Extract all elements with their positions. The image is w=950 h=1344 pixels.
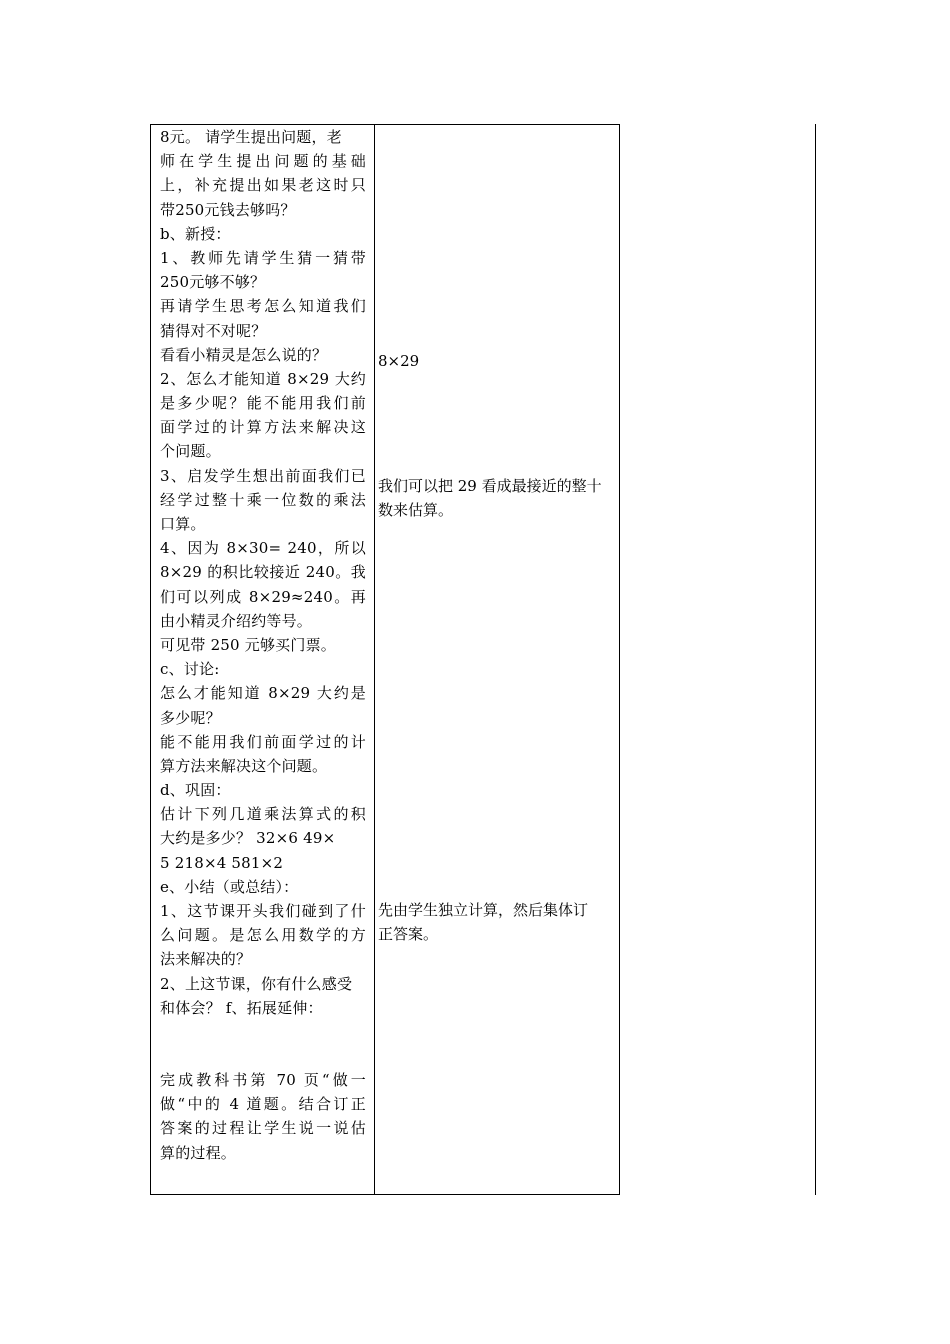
text-line: 再请学生思考怎么知道我们 xyxy=(160,297,366,316)
text-line: 1、这节课开头我们碰到了什 xyxy=(160,902,366,920)
note-estimation-method xyxy=(378,474,618,522)
text-line: 4、因为 8×30= 240，所以 xyxy=(160,539,366,558)
text-line: 口算。 xyxy=(160,515,206,533)
text-line: 3、启发学生想出前面我们已 xyxy=(160,466,366,485)
page-margin-line xyxy=(815,124,816,1195)
text-line: 由小精灵介绍约等号。 xyxy=(160,611,313,630)
text-line: 完成教科书第 70 页“做一 xyxy=(160,1070,366,1089)
section-heading-new-lesson: b、新授： xyxy=(160,224,231,243)
note-expression xyxy=(378,349,618,373)
note-line: 先由学生独立计算，然后集体订 xyxy=(378,901,589,919)
teaching-process-cell xyxy=(151,125,375,1195)
note-line: 我们可以把 29 看成最接近的整十 xyxy=(378,477,602,495)
text-line: 个问题。 xyxy=(160,442,221,461)
note-independent-calculation xyxy=(378,898,618,946)
table-row xyxy=(151,125,620,1195)
text-line: 2、怎么才能知道 8×29 大约 xyxy=(160,369,366,388)
note-line: 数来估算。 xyxy=(378,501,454,520)
text-line: 师在学生提出问题的基础 xyxy=(160,152,366,171)
notes-cell xyxy=(375,125,620,1195)
note-line: 正答案。 xyxy=(378,925,439,944)
text-line: 和体会？ f、拓展延伸： xyxy=(160,998,323,1017)
text-line: 做“中的 4 道题。结合订正 xyxy=(160,1095,366,1114)
text-line: 估计下列几道乘法算式的积 xyxy=(160,805,366,824)
blank-space xyxy=(160,1020,366,1068)
text-line: 们可以列成 8×29≈240。再 xyxy=(160,587,366,606)
text-line: 面学过的计算方法来解决这 xyxy=(160,418,366,437)
text-line: 8×29 的积比较接近 240。我 xyxy=(160,563,366,582)
text-line: 经学过整十乘一位数的乘法 xyxy=(160,490,366,509)
text-line: 1、教师先请学生猜一猜带 xyxy=(160,248,366,267)
section-heading-summary: e、小结（或总结）： xyxy=(160,877,299,896)
text-line: 8元。 请学生提出问题，老 xyxy=(160,128,342,146)
text-line: 猜得对不对呢？ xyxy=(160,321,267,340)
text-line: 法来解决的？ xyxy=(160,950,252,969)
text-line: 5 218×4 581×2 xyxy=(160,853,284,872)
note-line: 8×29 xyxy=(378,352,420,370)
text-line: 是多少呢？能不能用我们前 xyxy=(160,394,366,413)
section-heading-consolidation: d、巩固： xyxy=(160,781,231,800)
teaching-process-text xyxy=(160,125,366,1165)
text-line: 算的过程。 xyxy=(160,1143,237,1162)
text-line: 看看小精灵是怎么说的？ xyxy=(160,345,328,364)
lesson-plan-table xyxy=(150,124,620,1195)
text-line: 上，补充提出如果老这时只 xyxy=(160,176,366,195)
text-line: 算方法来解决这个问题。 xyxy=(160,756,328,775)
text-line: 可见带 250 元够买门票。 xyxy=(160,635,336,654)
text-line: 大约是多少？ 32×6 49× xyxy=(160,829,336,848)
section-heading-discussion: c、讨论: xyxy=(160,660,220,679)
text-line: 带250元钱去够吗？ xyxy=(160,200,296,219)
text-line: 多少呢？ xyxy=(160,708,221,727)
text-line: 2、上这节课，你有什么感受 xyxy=(160,974,353,993)
text-line: 么问题。是怎么用数学的方 xyxy=(160,926,366,945)
text-line: 能不能用我们前面学过的计 xyxy=(160,732,366,751)
text-line: 250元够不够？ xyxy=(160,273,266,292)
text-line: 怎么才能知道 8×29 大约是 xyxy=(160,684,366,703)
text-line: 答案的过程让学生说一说估 xyxy=(160,1119,366,1138)
